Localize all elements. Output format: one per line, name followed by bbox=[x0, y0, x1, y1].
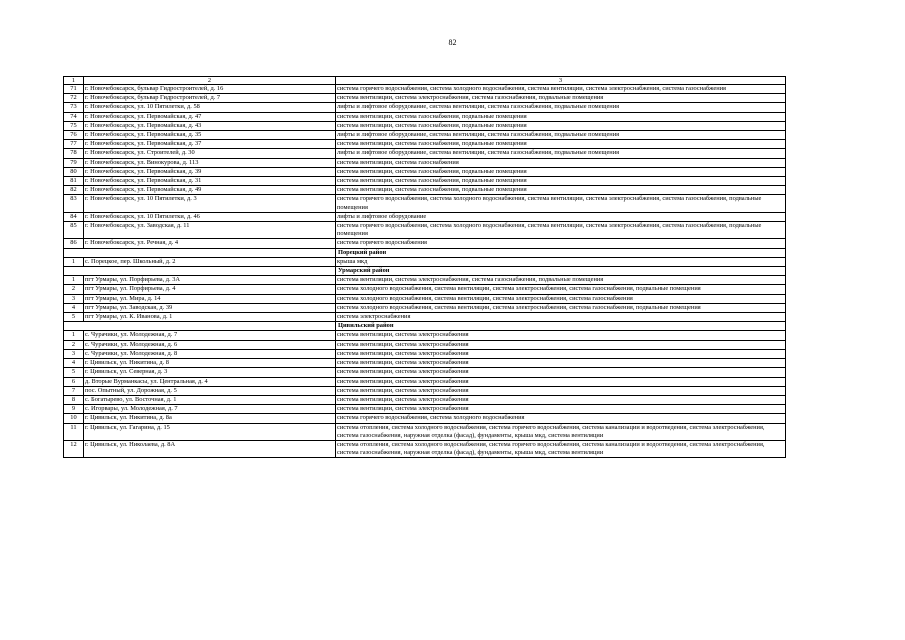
table-row bbox=[64, 195, 786, 212]
district-header-row bbox=[64, 267, 786, 276]
row-number: 1 bbox=[64, 257, 84, 266]
row-number: 72 bbox=[64, 94, 84, 103]
building-address: г. Цивильск, ул. Николаева, д. 8А bbox=[84, 440, 336, 457]
table-row bbox=[64, 276, 786, 285]
row-number: 3 bbox=[64, 294, 84, 303]
district-header-row bbox=[64, 322, 786, 331]
table-row bbox=[64, 349, 786, 358]
table-row bbox=[64, 313, 786, 322]
repair-works: система вентиляции, система электроснабжения, система газоснабжения, подвальные помещения bbox=[336, 276, 786, 285]
row-number: 5 bbox=[64, 313, 84, 322]
row-number: 78 bbox=[64, 149, 84, 158]
repair-works: система горячего водоснабжения, система холодного водоснабжения, система вентиляции, система электроснабжения, система газоснабжения bbox=[336, 85, 786, 94]
repair-works: система горячего водоснабжения bbox=[336, 239, 786, 248]
row-number: 83 bbox=[64, 195, 84, 212]
row-number: 7 bbox=[64, 386, 84, 395]
table-row bbox=[64, 359, 786, 368]
building-address: пгт Урмары, ул. Заводская, д. 39 bbox=[84, 303, 336, 312]
district-name: Порецкий район bbox=[336, 248, 786, 257]
building-address: г. Цивильск, ул. Никитина, д. 8а bbox=[84, 414, 336, 423]
repair-works: система вентиляции, система газоснабжения, подвальные помещения bbox=[336, 140, 786, 149]
building-address: пгт Урмары, ул. Порфирьева, д. 3А bbox=[84, 276, 336, 285]
district-blank-cell bbox=[64, 248, 336, 257]
repair-works: система холодного водоснабжения, система вентиляции, система электроснабжения, система газоснабжения, подвальные помещения bbox=[336, 303, 786, 312]
repair-works: лифты и лифтовое оборудование, система вентиляции, система газоснабжения, подвальные помещения bbox=[336, 131, 786, 140]
table-row bbox=[64, 377, 786, 386]
header-col-2: 2 bbox=[84, 77, 336, 85]
table-row bbox=[64, 167, 786, 176]
table-header-row bbox=[64, 77, 786, 85]
table-row bbox=[64, 121, 786, 130]
repair-works: система вентиляции, система электроснабжения bbox=[336, 340, 786, 349]
table-row bbox=[64, 149, 786, 158]
table-row bbox=[64, 112, 786, 121]
building-address: г. Новочебоксарск, ул. 10 Пятилетки, д. 58 bbox=[84, 103, 336, 112]
repair-works: лифты и лифтовое оборудование, система вентиляции, система газоснабжения, подвальные помещения bbox=[336, 103, 786, 112]
row-number: 79 bbox=[64, 158, 84, 167]
repair-works: система отопления, система холодного водоснабжения, система горячего водоснабжения, система канализации и водоотведения, система электроснабжения, система газоснабжения, наружная отделка (фасад), фундаменты, крыша мкд, система вентиляции bbox=[336, 423, 786, 440]
building-address: г. Новочебоксарск, ул. Первомайская, д. 43 bbox=[84, 121, 336, 130]
district-blank-cell bbox=[64, 267, 336, 276]
building-address: пгт Урмары, ул. Мира, д. 14 bbox=[84, 294, 336, 303]
register-table bbox=[63, 76, 786, 458]
row-number: 10 bbox=[64, 414, 84, 423]
repair-works: лифты и лифтовое оборудование bbox=[336, 212, 786, 221]
repair-works: система вентиляции, система электроснабжения bbox=[336, 349, 786, 358]
page-number: 82 bbox=[448, 38, 457, 47]
row-number: 11 bbox=[64, 423, 84, 440]
row-number: 4 bbox=[64, 303, 84, 312]
building-address: г. Новочебоксарск, ул. Винокурова, д. 113 bbox=[84, 158, 336, 167]
building-address: пгт Урмары, ул. К. Иванова, д. 1 bbox=[84, 313, 336, 322]
table-row bbox=[64, 405, 786, 414]
building-address: г. Новочебоксарск, ул. Заводская, д. 11 bbox=[84, 222, 336, 239]
repair-works: система вентиляции, система электроснабжения, система газоснабжения, подвальные помещения bbox=[336, 94, 786, 103]
table-row bbox=[64, 140, 786, 149]
row-number: 9 bbox=[64, 405, 84, 414]
repair-works: система вентиляции, система электроснабжения bbox=[336, 386, 786, 395]
building-address: г. Новочебоксарск, бульвар Гидростроителей, д. 7 bbox=[84, 94, 336, 103]
repair-works: система вентиляции, система электроснабжения bbox=[336, 395, 786, 404]
table-row bbox=[64, 103, 786, 112]
building-address: г. Новочебоксарск, бульвар Гидростроителей, д. 16 bbox=[84, 85, 336, 94]
row-number: 81 bbox=[64, 177, 84, 186]
building-address: д. Вторые Вурманкасы, ул. Центральная, д. 4 bbox=[84, 377, 336, 386]
table-row bbox=[64, 294, 786, 303]
building-address: с. Чурачики, ул. Молодежная, д. 8 bbox=[84, 349, 336, 358]
table-row bbox=[64, 177, 786, 186]
row-number: 3 bbox=[64, 349, 84, 358]
building-address: с. Игорвары, ул. Молодежная, д. 7 bbox=[84, 405, 336, 414]
row-number: 5 bbox=[64, 368, 84, 377]
repair-works: система горячего водоснабжения, система холодного водоснабжения bbox=[336, 414, 786, 423]
repair-works: крыша мкд bbox=[336, 257, 786, 266]
building-address: пос. Опытный, ул. Дорожная, д. 5 bbox=[84, 386, 336, 395]
table-row bbox=[64, 386, 786, 395]
row-number: 77 bbox=[64, 140, 84, 149]
table-row bbox=[64, 222, 786, 239]
repair-works: система вентиляции, система газоснабжения, подвальные помещения bbox=[336, 112, 786, 121]
repair-works: система вентиляции, система электроснабжения bbox=[336, 368, 786, 377]
table-row bbox=[64, 239, 786, 248]
repair-works: система вентиляции, система электроснабжения bbox=[336, 377, 786, 386]
row-number: 8 bbox=[64, 395, 84, 404]
building-address: с. Порецкое, пер. Школьный, д. 2 bbox=[84, 257, 336, 266]
table-row bbox=[64, 340, 786, 349]
repair-works: система горячего водоснабжения, система холодного водоснабжения, система вентиляции, система электроснабжения, система газоснабжения, подвальные помещения bbox=[336, 195, 786, 212]
table-row bbox=[64, 186, 786, 195]
repair-works: система холодного водоснабжения, система вентиляции, система электроснабжения, система газоснабжения, подвальные помещения bbox=[336, 285, 786, 294]
table-row bbox=[64, 303, 786, 312]
building-address: г. Новочебоксарск, ул. Первомайская, д. 37 bbox=[84, 140, 336, 149]
table-row bbox=[64, 131, 786, 140]
row-number: 1 bbox=[64, 331, 84, 340]
building-address: г. Новочебоксарск, ул. Речная, д. 4 bbox=[84, 239, 336, 248]
table-row bbox=[64, 368, 786, 377]
row-number: 6 bbox=[64, 377, 84, 386]
row-number: 2 bbox=[64, 285, 84, 294]
repair-works: система электроснабжения bbox=[336, 313, 786, 322]
repair-works: система холодного водоснабжения, система вентиляции, система электроснабжения, система газоснабжения bbox=[336, 294, 786, 303]
table-row bbox=[64, 85, 786, 94]
building-address: с. Чурачики, ул. Молодежная, д. 7 bbox=[84, 331, 336, 340]
row-number: 85 bbox=[64, 222, 84, 239]
district-header-row bbox=[64, 248, 786, 257]
building-address: г. Новочебоксарск, ул. Первомайская, д. 49 bbox=[84, 186, 336, 195]
row-number: 1 bbox=[64, 276, 84, 285]
row-number: 86 bbox=[64, 239, 84, 248]
repair-works: система вентиляции, система электроснабжения bbox=[336, 405, 786, 414]
table-row bbox=[64, 423, 786, 440]
building-address: г. Новочебоксарск, ул. 10 Пятилетки, д. 3 bbox=[84, 195, 336, 212]
register-table-body bbox=[64, 77, 786, 458]
row-number: 75 bbox=[64, 121, 84, 130]
building-address: г. Новочебоксарск, ул. Первомайская, д. 39 bbox=[84, 167, 336, 176]
building-address: г. Новочебоксарск, ул. Первомайская, д. 47 bbox=[84, 112, 336, 121]
district-blank-cell bbox=[64, 322, 336, 331]
table-row bbox=[64, 257, 786, 266]
building-address: г. Цивильск, ул. Северная, д. 3 bbox=[84, 368, 336, 377]
row-number: 76 bbox=[64, 131, 84, 140]
building-address: пгт Урмары, ул. Порфирьева, д. 4 bbox=[84, 285, 336, 294]
building-address: г. Новочебоксарск, ул. 10 Пятилетки, д. 46 bbox=[84, 212, 336, 221]
repair-works: система горячего водоснабжения, система холодного водоснабжения, система вентиляции, система электроснабжения, система газоснабжения, подвальные помещения bbox=[336, 222, 786, 239]
table-row bbox=[64, 414, 786, 423]
table-row bbox=[64, 212, 786, 221]
row-number: 71 bbox=[64, 85, 84, 94]
repair-works: система вентиляции, система газоснабжения, подвальные помещения bbox=[336, 177, 786, 186]
repair-works: система вентиляции, система газоснабжения, подвальные помещения bbox=[336, 121, 786, 130]
table-row bbox=[64, 395, 786, 404]
table-row bbox=[64, 158, 786, 167]
row-number: 82 bbox=[64, 186, 84, 195]
table-row bbox=[64, 331, 786, 340]
repair-works: система вентиляции, система электроснабжения bbox=[336, 359, 786, 368]
table-row bbox=[64, 94, 786, 103]
row-number: 80 bbox=[64, 167, 84, 176]
repair-works: система вентиляции, система электроснабжения bbox=[336, 331, 786, 340]
table-row bbox=[64, 440, 786, 457]
repair-works: лифты и лифтовое оборудование, система вентиляции, система газоснабжения, подвальные помещения bbox=[336, 149, 786, 158]
building-address: г. Цивильск, ул. Никитина, д. 8 bbox=[84, 359, 336, 368]
row-number: 84 bbox=[64, 212, 84, 221]
row-number: 2 bbox=[64, 340, 84, 349]
row-number: 4 bbox=[64, 359, 84, 368]
district-name: Урмарский район bbox=[336, 267, 786, 276]
building-address: г. Новочебоксарск, ул. Строителей, д. 30 bbox=[84, 149, 336, 158]
building-address: г. Новочебоксарск, ул. Первомайская, д. 35 bbox=[84, 131, 336, 140]
building-address: с. Богатырево, ул. Восточная, д. 1 bbox=[84, 395, 336, 404]
building-address: с. Чурачики, ул. Молодежная, д. 6 bbox=[84, 340, 336, 349]
header-col-1: 1 bbox=[64, 77, 84, 85]
row-number: 74 bbox=[64, 112, 84, 121]
row-number: 12 bbox=[64, 440, 84, 457]
header-col-3: 3 bbox=[336, 77, 786, 85]
repair-works: система вентиляции, система газоснабжения bbox=[336, 158, 786, 167]
repair-works: система вентиляции, система газоснабжения, подвальные помещения bbox=[336, 186, 786, 195]
repair-works: система отопления, система холодного водоснабжения, система горячего водоснабжения, система канализации и водоотведения, система электроснабжения, система газоснабжения, наружная отделка (фасад), фундаменты, крыша мкд, система вентиляции bbox=[336, 440, 786, 457]
building-address: г. Цивильск, ул. Гагарина, д. 15 bbox=[84, 423, 336, 440]
district-name: Цивильский район bbox=[336, 322, 786, 331]
building-address: г. Новочебоксарск, ул. Первомайская, д. 31 bbox=[84, 177, 336, 186]
row-number: 73 bbox=[64, 103, 84, 112]
table-row bbox=[64, 285, 786, 294]
repair-works: система вентиляции, система газоснабжения, подвальные помещения bbox=[336, 167, 786, 176]
